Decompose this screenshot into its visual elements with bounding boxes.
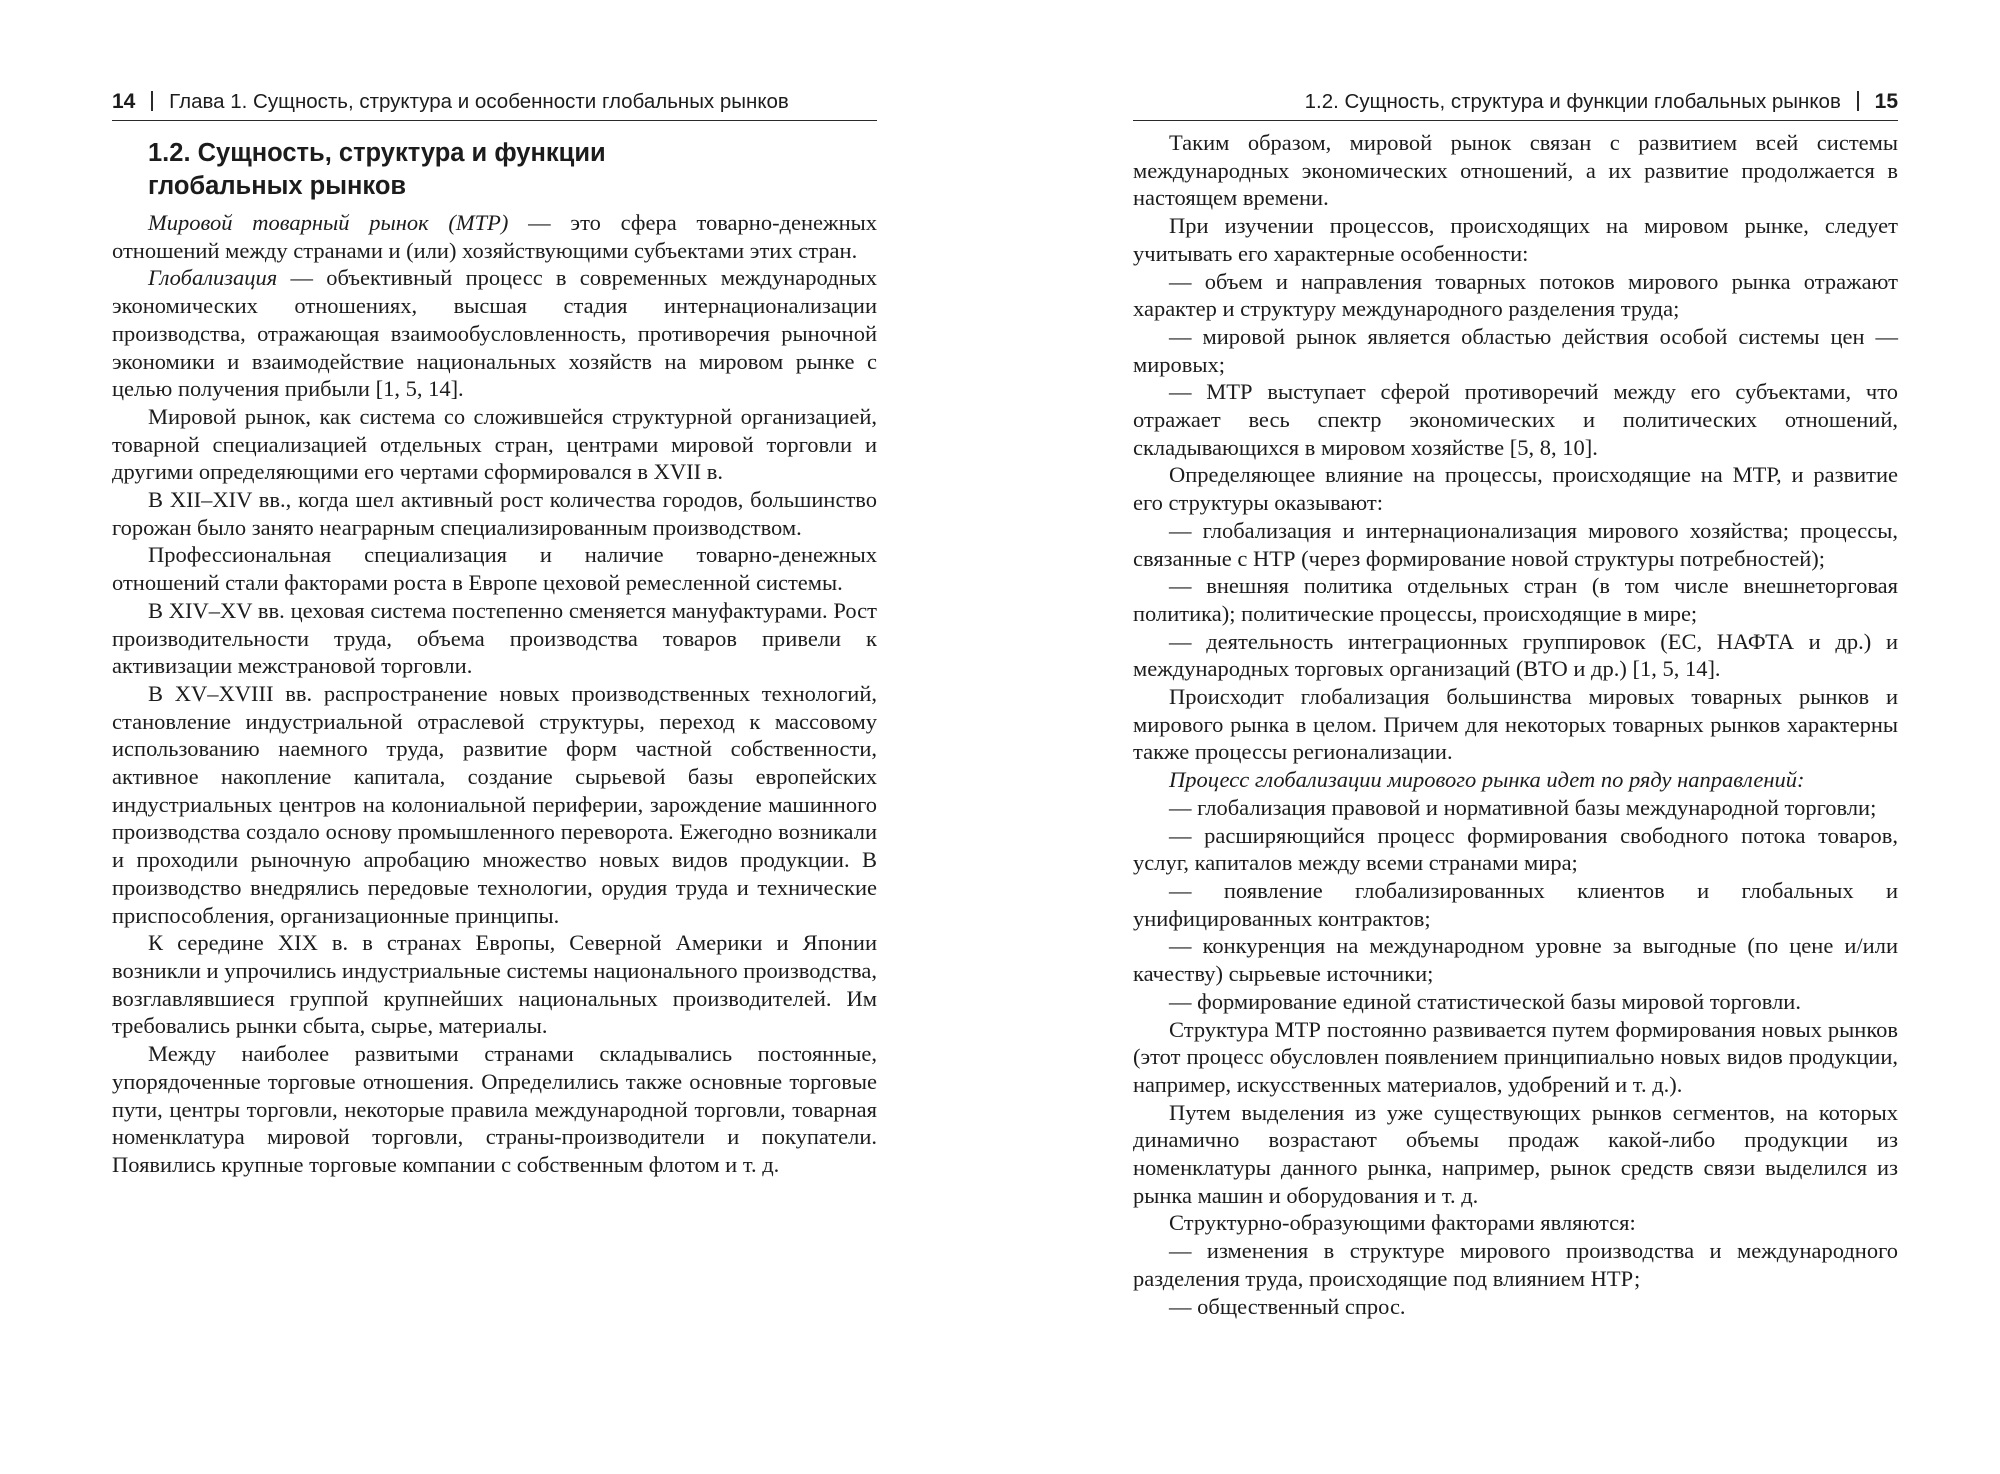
left-running-head-title: Глава 1. Сущность, структура и особенности глобальных рынков bbox=[169, 90, 789, 113]
right-page bbox=[1133, 88, 1898, 1320]
paragraph-text: — объективный процесс в современных международных экономических отношениях, высшая стадия интернационализации производства, отражающая взаимообусловленность, противоречия рыночной экономики и взаимодействие национальных хозяйств на мировом рынке с целью получения прибыли [1, 5, 14]. bbox=[112, 265, 877, 402]
list-item: — глобализация правовой и нормативной базы международной торговли; bbox=[1169, 794, 1877, 820]
paragraph: Структура МТР постоянно развивается путем формирования новых рынков (этот процесс обусловлен появлением принципиально новых видов продукции, например, искусственных материалов, удобрений и т. д.). bbox=[1133, 1016, 1898, 1097]
section-title-line-1: 1.2. Сущность, структура и функции bbox=[148, 139, 606, 167]
paragraph: Путем выделения из уже существующих рынков сегментов, на которых динамично возрастают объемы продаж какой-либо продукции из номенклатуры данного рынка, например, рынок средств связи выделился из рынка машин и оборудования и т. д. bbox=[1133, 1099, 1898, 1208]
left-page-number: 14 bbox=[112, 90, 136, 113]
header-separator bbox=[1857, 91, 1859, 111]
paragraph: В XV–XVIII вв. распространение новых производственных технологий, становление индустриальной отраслевой структуры, переход к массовому использованию наемного труда, развитие форм частной собственности, активное накопление капитала, создание сырьевой базы европейских индустриальных центров на колониальной периферии, зарождение машинного производства создало основу промышленного переворота. Ежегодно возникали и проходили рыночную апробацию множество новых видов продукции. В производство внедрялись передовые технологии, орудия труда и технические приспособления, организационные принципы. bbox=[112, 680, 877, 928]
left-body-text bbox=[112, 209, 877, 1179]
right-body-text bbox=[1133, 129, 1898, 1320]
list-item: — общественный спрос. bbox=[1169, 1293, 1406, 1319]
list-item: — формирование единой статистической базы мировой торговли. bbox=[1169, 988, 1801, 1014]
list-item: — появление глобализированных клиентов и глобальных и унифицированных контрактов; bbox=[1133, 877, 1898, 931]
list-item: — конкуренция на международном уровне за выгодные (по цене и/или качеству) сырьевые источники; bbox=[1133, 933, 1898, 987]
paragraph bbox=[112, 209, 877, 264]
left-running-head bbox=[112, 88, 877, 121]
paragraph: К середине XIX в. в странах Европы, Северной Америки и Японии возникли и упрочились индустриальные системы национального производства, возглавлявшиеся группой крупнейших национальных производителей. Им требовались рынки сбыта, сырье, материалы. bbox=[112, 930, 877, 1039]
paragraph bbox=[112, 264, 877, 403]
paragraph: В XIV–XV вв. цеховая система постепенно сменяется мануфактурами. Рост производительности труда, объема производства товаров привели к активизации межстрановой торговли. bbox=[112, 597, 877, 679]
section-title bbox=[148, 137, 877, 203]
paragraph: Профессиональная специализация и наличие товарно-денежных отношений стали факторами роста в Европе цеховой ремесленной системы. bbox=[112, 542, 877, 596]
italic-lead: Процесс глобализации мирового рынка идет по ряду направлений: bbox=[1169, 767, 1805, 793]
paragraph: Структурно-образующими факторами являются: bbox=[1169, 1210, 1636, 1236]
right-running-head-title: 1.2. Сущность, структура и функции глобальных рынков bbox=[1304, 90, 1841, 113]
paragraph: В XII–XIV вв., когда шел активный рост количества городов, большинство горожан было занято неаграрным специализированным производством. bbox=[112, 487, 877, 540]
paragraph: Происходит глобализация большинства мировых товарных рынков и мирового рынка в целом. Причем для некоторых товарных рынков характерны также процессы регионализации. bbox=[1133, 684, 1898, 765]
section-title-line-2: глобальных рынков bbox=[148, 172, 407, 200]
paragraph: При изучении процессов, происходящих на мировом рынке, следует учитывать его характерные особенности: bbox=[1133, 213, 1898, 266]
paragraph: Между наиболее развитыми странами складывались постоянные, упорядоченные торговые отношения. Определились также основные торговые пути, центры торговли, некоторые правила международной торговли, товарная номенклатура мировой торговли, страны-производители и покупатели. Появились крупные торговые компании с собственным флотом и т. д. bbox=[112, 1041, 877, 1177]
term: Глобализация bbox=[148, 265, 278, 291]
paragraph: Мировой рынок, как система со сложившейся структурной организацией, товарной специализацией отдельных стран, центрами мировой торговли и другими определяющими его чертами сформировался в XVII в. bbox=[112, 403, 877, 485]
list-item: — МТР выступает сферой противоречий между его субъектами, что отражает весь спектр экономических и политических отношений, складывающихся в мировом хозяйстве [5, 8, 10]. bbox=[1133, 379, 1898, 460]
list-item: — глобализация и интернационализация мирового хозяйства; процессы, связанные с НТР (через формирование новой структуры потребностей); bbox=[1133, 517, 1898, 571]
list-item: — мировой рынок является областью действия особой системы цен — мировых; bbox=[1133, 323, 1898, 377]
list-item: — объем и направления товарных потоков мирового рынка отражают характер и структуру международного разделения труда; bbox=[1133, 268, 1898, 322]
right-page-number: 15 bbox=[1874, 90, 1898, 113]
list-item: — изменения в структуре мирового производства и международного разделения труда, происходящие под влиянием НТР; bbox=[1133, 1238, 1898, 1291]
list-item: — расширяющийся процесс формирования свободного потока товаров, услуг, капиталов между всеми странами мира; bbox=[1133, 822, 1898, 876]
paragraph: Определяющее влияние на процессы, происходящие на МТР, и развитие его структуры оказывают: bbox=[1133, 462, 1898, 516]
list-item: — внешняя политика отдельных стран (в том числе внешнеторговая политика); политические процессы, происходящие в мире; bbox=[1133, 573, 1898, 626]
right-running-head bbox=[1133, 88, 1898, 121]
list-item: — деятельность интеграционных группировок (ЕС, НАФТА и др.) и международных торговых организаций (ВТО и др.) [1, 5, 14]. bbox=[1133, 628, 1898, 682]
paragraph: Таким образом, мировой рынок связан с развитием всей системы международных экономических отношений, а их развитие продолжается в настоящем времени. bbox=[1133, 130, 1898, 211]
term: Мировой товарный рынок (МТР) bbox=[148, 210, 509, 235]
left-page bbox=[112, 88, 877, 1179]
paragraph-text: — это сфера товарно-денежных отношений между странами и (или) хозяйствующими субъектами этих стран. bbox=[112, 210, 877, 263]
paragraph bbox=[1133, 766, 1898, 794]
header-separator bbox=[151, 91, 153, 111]
